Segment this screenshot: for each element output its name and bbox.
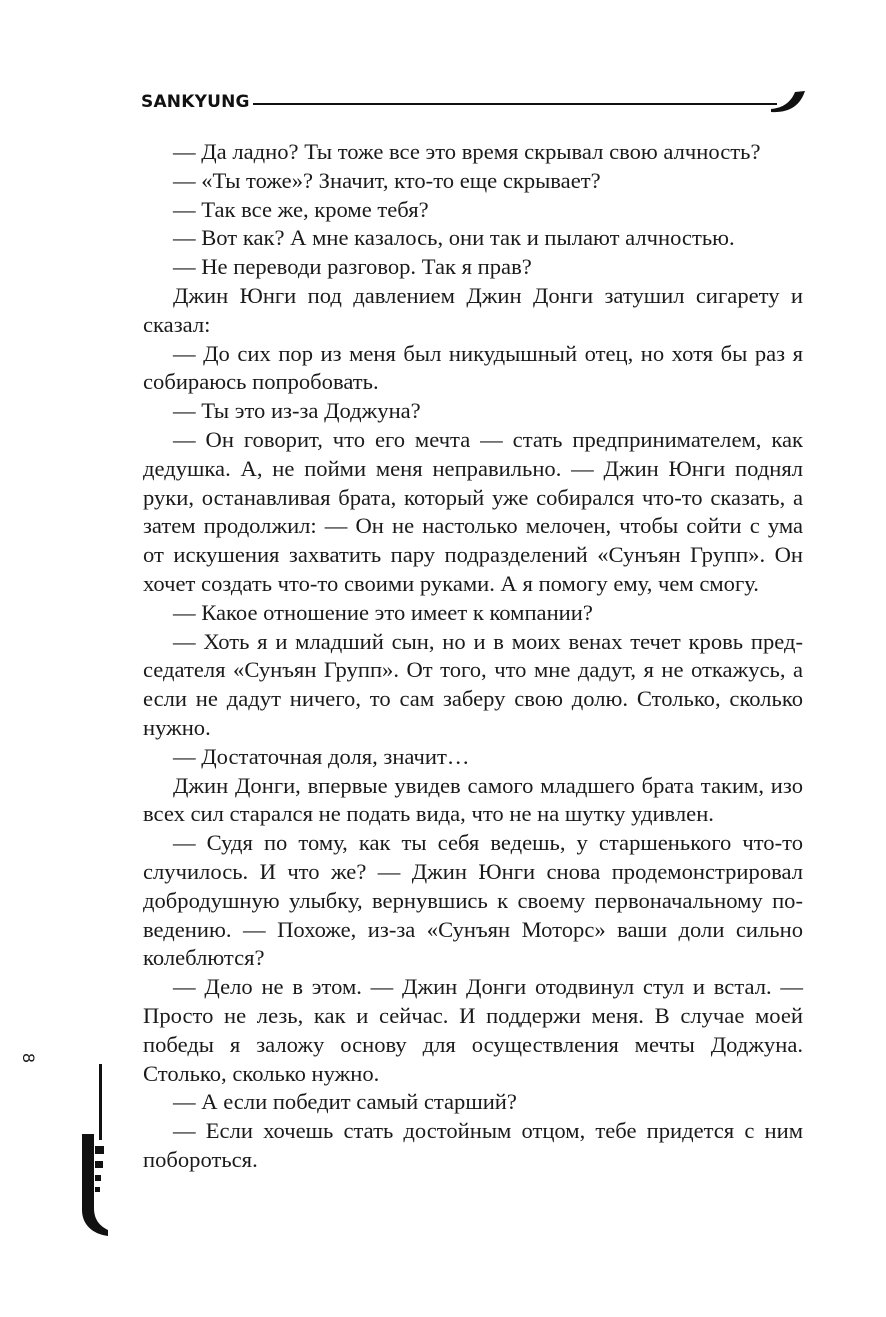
author-name: SANKYUNG: [141, 92, 250, 112]
paragraph: — Достаточная доля, значит…: [173, 743, 470, 769]
paragraph: — Хоть я и младший сын, но и в моих венах течет кровь председателя «Сунъян Групп». От того, что мне дадут, я не откажусь, а если не дадут ничего, то сам заберу свою долю. Столько, сколько нужно.: [143, 628, 803, 740]
paragraph: — Если хочешь стать достойным отцом, тебе придется с ним побороться.: [143, 1118, 803, 1172]
paragraph: — Вот как? А мне казалось, они так и пылают алчностью.: [173, 225, 735, 251]
header-rule-ornament: [141, 88, 806, 118]
paragraph: — Какое отношение это имеет к компании?: [173, 599, 593, 625]
paragraph: — Так все же, кроме тебя?: [173, 196, 429, 222]
running-header: [141, 88, 806, 118]
side-block: [95, 1146, 104, 1154]
side-block: [95, 1187, 100, 1192]
side-block: [95, 1161, 103, 1168]
paragraph: — Судя по тому, как ты себя ведешь, у старшенького что-то случилось. И что же? — Джин Юнги снова продемонстрировал добродушную улыбку, вернувшись к своему первоначальному поведению. — Похоже, из-за «Сунъян Моторс» ваши доли сильно колеблются?: [143, 830, 803, 971]
paragraph: — Да ладно? Ты тоже все это время скрывал свою алчность?: [173, 139, 761, 164]
paragraph: Джин Донги, впервые увидев самого младшего брата таким, изо всех сил старался не подать вида, что не на шутку удивлен.: [143, 772, 803, 827]
paragraph: — А если победит самый старший?: [173, 1089, 517, 1115]
paragraph: — «Ты тоже»? Значит, кто-то еще скрывает?: [173, 167, 601, 193]
page-number: 8: [19, 1053, 38, 1063]
side-vertical-line: [99, 1064, 102, 1140]
paragraph: — До сих пор из меня был никудышный отец, но хотя бы раз я собираюсь попробовать.: [143, 340, 803, 395]
paragraph: Джин Юнги под давлением Джин Донги затушил сигарету и сказал:: [143, 282, 803, 337]
side-ornament: [80, 1030, 120, 1240]
body-text: [143, 138, 803, 1175]
paragraph: — Дело не в этом. — Джин Донги отодвинул стул и встал. — Просто не лезь, как и сейчас. И поддержи меня. В случае моей победы я заложу основу для осуществления мечты Доджуна. Столько, сколько нужно.: [143, 974, 803, 1086]
header-brush-ornament: [771, 91, 805, 112]
paragraph: — Ты это из-за Доджуна?: [173, 398, 421, 424]
paragraph: — Он говорит, что его мечта — стать предпринимателем, как дедушка. А, не пойми меня неправильно. — Джин Юнги поднял руки, останавливая брата, который уже собирался что-то сказать, а затем продолжил: — Он не настолько мелочен, чтобы сойти с ума от искушения захватить пару подразделений «Сунъян Групп». Он хочет создать что-то своими руками. А я помогу ему, чем смогу.: [143, 426, 803, 596]
side-block: [95, 1175, 101, 1181]
paragraph: — Не переводи разговор. Так я прав?: [173, 254, 532, 280]
